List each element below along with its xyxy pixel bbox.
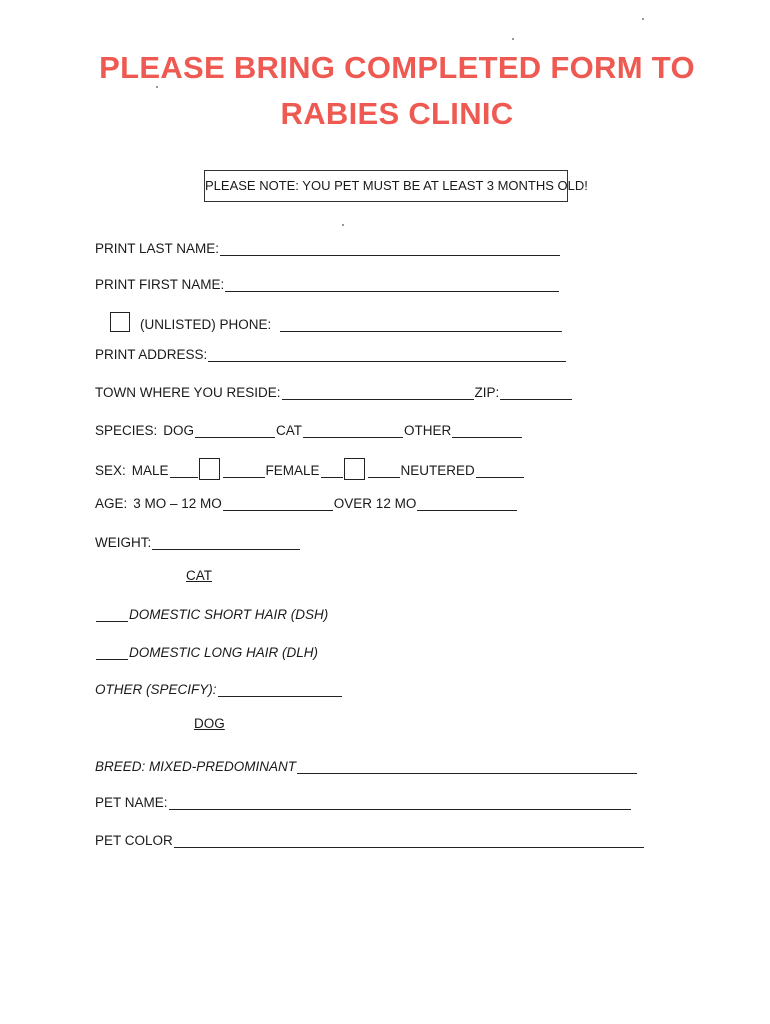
age-requirement-note: PLEASE NOTE: YOU PET MUST BE AT LEAST 3 MONTHS OLD! <box>204 170 568 202</box>
first-name-field[interactable] <box>225 277 559 292</box>
sex-female-field[interactable] <box>368 463 400 478</box>
address-row <box>95 342 567 362</box>
pet-name-row <box>95 790 632 810</box>
address-label: PRINT ADDRESS: <box>95 347 208 362</box>
sex-male-line <box>170 463 198 478</box>
sex-male-field[interactable] <box>223 463 265 478</box>
phone-row <box>110 308 563 332</box>
pet-color-label: PET COLOR <box>95 833 173 848</box>
sex-row <box>95 454 525 478</box>
cat-dsh-field[interactable] <box>96 607 128 622</box>
species-row <box>95 418 523 438</box>
scan-speck <box>512 38 514 40</box>
age-old-field[interactable] <box>417 496 517 511</box>
sex-neutered-label: NEUTERED <box>400 463 475 478</box>
town-zip-row <box>95 380 573 400</box>
cat-other-label: OTHER (SPECIFY): <box>95 682 217 697</box>
dog-breed-label: BREED: MIXED-PREDOMINANT <box>95 759 297 774</box>
sex-male-label: MALE <box>131 463 169 478</box>
weight-field[interactable] <box>152 535 300 550</box>
zip-label: ZIP: <box>474 385 500 400</box>
sex-female-checkbox[interactable] <box>344 458 365 480</box>
species-other-field[interactable] <box>452 423 522 438</box>
pet-name-label: PET NAME: <box>95 795 168 810</box>
age-label: AGE: <box>95 496 128 511</box>
last-name-row <box>95 236 561 256</box>
town-label: TOWN WHERE YOU RESIDE: <box>95 385 281 400</box>
first-name-label: PRINT FIRST NAME: <box>95 277 225 292</box>
weight-label: WEIGHT: <box>95 535 152 550</box>
scan-speck <box>642 18 644 20</box>
dog-section-heading: DOG <box>194 716 225 731</box>
dog-breed-row <box>95 754 638 774</box>
species-cat-field[interactable] <box>303 423 403 438</box>
age-young-label: 3 MO – 12 MO <box>133 496 222 511</box>
address-field[interactable] <box>208 347 566 362</box>
form-title-line-2: RABIES CLINIC <box>280 96 514 131</box>
unlisted-phone-checkbox[interactable] <box>110 312 130 332</box>
species-other-label: OTHER <box>404 423 452 438</box>
town-field[interactable] <box>282 385 474 400</box>
cat-dlh-row <box>95 640 318 660</box>
zip-field[interactable] <box>500 385 572 400</box>
weight-row <box>95 530 301 550</box>
last-name-label: PRINT LAST NAME: <box>95 241 220 256</box>
sex-female-line <box>321 463 343 478</box>
phone-field[interactable] <box>280 317 562 332</box>
sex-female-label: FEMALE <box>265 463 320 478</box>
age-row <box>95 491 518 511</box>
cat-dsh-row <box>95 602 328 622</box>
species-cat-label: CAT <box>276 423 303 438</box>
species-dog-field[interactable] <box>195 423 275 438</box>
cat-dsh-label: DOMESTIC SHORT HAIR (DSH) <box>129 607 329 622</box>
age-old-label: OVER 12 MO <box>333 496 417 511</box>
first-name-row <box>95 272 560 292</box>
sex-neutered-field[interactable] <box>476 463 524 478</box>
cat-other-field[interactable] <box>218 682 342 697</box>
species-label: SPECIES: <box>95 423 158 438</box>
last-name-field[interactable] <box>220 241 560 256</box>
pet-color-row <box>95 828 645 848</box>
form-title-line-1: PLEASE BRING COMPLETED FORM TO <box>99 50 695 85</box>
dog-breed-field[interactable] <box>297 759 637 774</box>
cat-dlh-field[interactable] <box>96 645 128 660</box>
pet-color-field[interactable] <box>174 833 644 848</box>
sex-male-checkbox[interactable] <box>199 458 220 480</box>
age-young-field[interactable] <box>223 496 333 511</box>
cat-dlh-label: DOMESTIC LONG HAIR (DLH) <box>129 645 319 660</box>
cat-section-heading: CAT <box>186 568 212 583</box>
species-dog-label: DOG <box>163 423 195 438</box>
scan-speck <box>156 86 158 88</box>
scan-speck <box>342 224 344 226</box>
pet-name-field[interactable] <box>169 795 631 810</box>
cat-other-row <box>95 677 343 697</box>
sex-label: SEX: <box>95 463 126 478</box>
phone-label: (UNLISTED) PHONE: <box>140 317 272 332</box>
